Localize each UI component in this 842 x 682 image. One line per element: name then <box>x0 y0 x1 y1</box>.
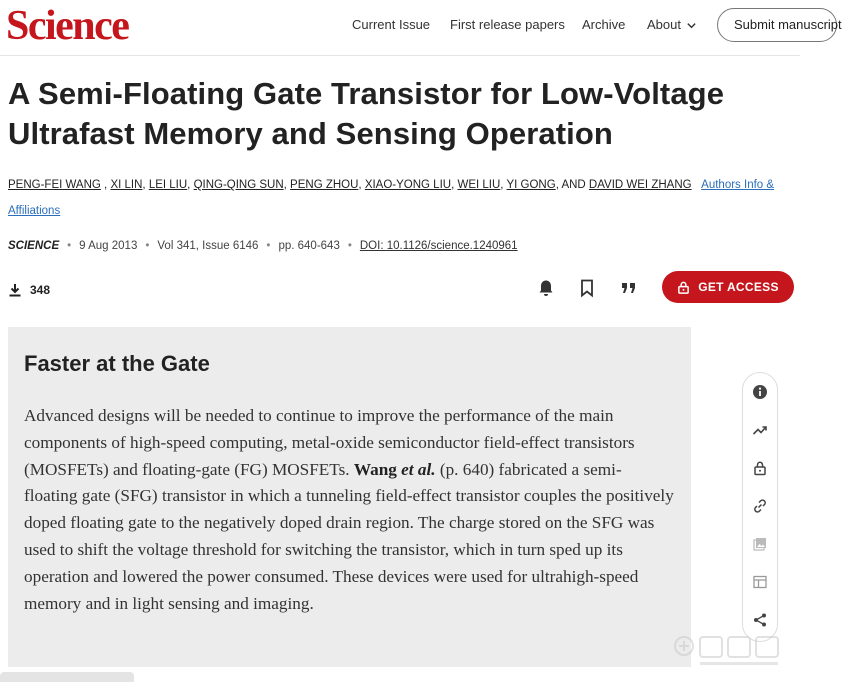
summary-et-al: et al. <box>401 459 436 479</box>
meta-separator: • <box>145 240 150 252</box>
meta-separator: • <box>266 240 271 252</box>
author-link[interactable]: XI LIN <box>110 179 143 191</box>
author-separator: , <box>142 179 149 191</box>
author-link[interactable]: WEI LIU <box>457 179 501 191</box>
editors-summary <box>8 327 691 667</box>
publication-date: 9 Aug 2013 <box>79 240 138 252</box>
share-icon[interactable] <box>750 610 770 630</box>
author-separator: , <box>187 179 194 191</box>
author-link[interactable]: DAVID WEI ZHANG <box>588 179 692 191</box>
bookmark-icon[interactable] <box>576 277 598 299</box>
nav-about-label: About <box>647 17 681 32</box>
page-range: pp. 640-643 <box>278 240 340 252</box>
author-separator: , <box>358 179 365 191</box>
table-icon[interactable] <box>750 572 770 592</box>
article-tools-sidebar <box>742 372 778 642</box>
summary-text-part: (p. 640) fabricated a semi-floating gate (SFG) transistor in which a tunneling field-effect transistor couples the positively doped floating gate to the negatively doped drain region. The charge stored on the SFG was used to shift the voltage threshold for switching the transistor, which in turn sped up its operation and lowered the power consumed. These devices were used for ultrahigh-speed memory and in light sensing and imaging. <box>24 459 674 613</box>
submit-manuscript-button[interactable]: Submit manuscript <box>717 8 837 42</box>
summary-text <box>24 403 674 617</box>
download-count-value: 348 <box>30 283 51 297</box>
chevron-down-icon <box>686 20 697 31</box>
bottom-tab-stub <box>0 672 134 682</box>
journal-name: SCIENCE <box>8 240 60 252</box>
author-link[interactable]: PENG-FEI WANG <box>8 179 101 191</box>
author-link[interactable]: PENG ZHOU <box>290 179 359 191</box>
author-separator: , <box>283 179 291 191</box>
get-access-label: GET ACCESS <box>698 280 779 294</box>
summary-text-part: Advanced designs will be needed to continue to improve the performance of the main components of high-speed computing, metal-oxide semiconductor field-effect transistors (MOSFETs) and floating-gate (FG) MOSFETs. <box>24 406 635 479</box>
author-separator: , AND <box>555 179 589 191</box>
science-logo[interactable]: Science <box>6 3 129 49</box>
authors-info-affiliations-link[interactable]: Authors Info & Affiliations <box>8 179 775 217</box>
article-title: A Semi-Floating Gate Transistor for Low-Voltage Ultrafast Memory and Sensing Operation <box>8 76 725 151</box>
citation-meta <box>8 240 518 252</box>
bell-icon[interactable] <box>535 277 557 299</box>
author-separator: , <box>500 179 507 191</box>
get-access-button[interactable] <box>662 271 794 303</box>
lock-icon <box>677 281 690 294</box>
meta-separator: • <box>67 240 72 252</box>
author-link[interactable]: LEI LIU <box>148 179 188 191</box>
author-link[interactable]: YI GONG <box>506 179 556 191</box>
nav-current-issue[interactable]: Current Issue <box>352 17 431 32</box>
author-separator: , <box>100 179 111 191</box>
info-icon[interactable] <box>750 382 770 402</box>
site-header <box>0 0 842 56</box>
doi-link[interactable]: DOI: 10.1126/science.1240961 <box>359 240 518 252</box>
summary-author-highlight <box>354 460 436 479</box>
summary-heading: Faster at the Gate <box>24 351 210 376</box>
author-list <box>8 172 778 224</box>
summary-author-name: Wang <box>353 459 402 479</box>
download-count[interactable] <box>8 283 50 297</box>
author-link[interactable]: XIAO-YONG LIU <box>364 179 452 191</box>
meta-separator: • <box>347 240 352 252</box>
download-icon <box>8 283 22 297</box>
nav-first-release-papers[interactable]: First release papers <box>450 17 565 32</box>
nav-about[interactable] <box>647 17 697 33</box>
watermark-logo <box>670 632 782 670</box>
quote-icon[interactable] <box>618 277 640 299</box>
image-icon[interactable] <box>750 534 770 554</box>
volume-issue: Vol 341, Issue 6146 <box>157 240 259 252</box>
nav-archive[interactable]: Archive <box>582 17 626 32</box>
link-icon[interactable] <box>750 496 770 516</box>
lock-icon[interactable] <box>750 458 770 478</box>
author-separator: , <box>451 179 458 191</box>
author-link[interactable]: QING-QING SUN <box>193 179 284 191</box>
trending-icon[interactable] <box>750 420 770 440</box>
